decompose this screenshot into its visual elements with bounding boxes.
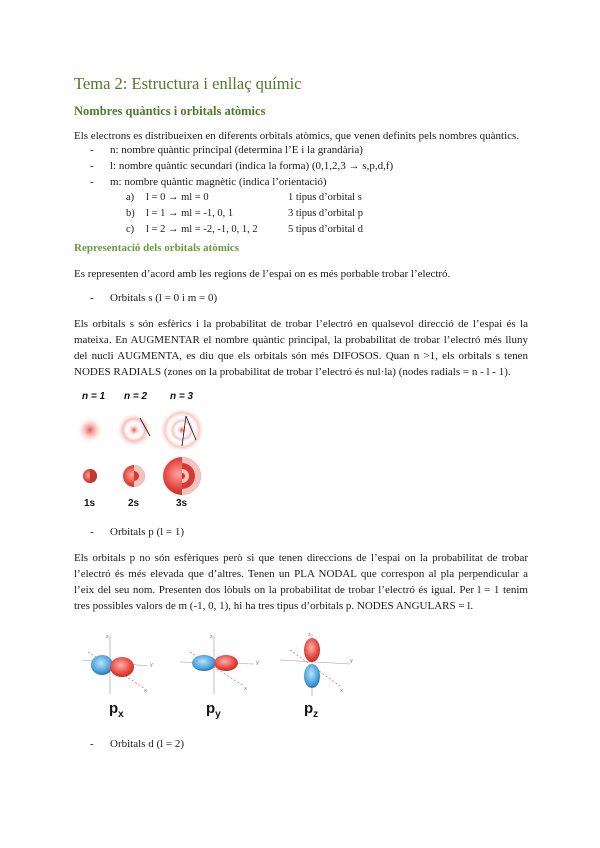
bullet-dash: -: [90, 526, 94, 538]
paragraph-line: l’electró és més elevada que d’altres. Tenen un PLA NODAL que correspon al pla perpendicular a: [74, 568, 528, 580]
pz-orbital: [280, 632, 353, 696]
paragraph-line: del nucli AUGMENTA, es diu que els orbitals són més DIFOSOS. Quan n >1, els orbitals s tenen: [74, 350, 528, 362]
orbital-d-item: Orbitals d (l = 2): [110, 738, 185, 750]
label-1s: 1s: [84, 498, 96, 509]
sublist-expression: l = 2 → ml = -2, -1, 0, 1, 2: [146, 224, 258, 235]
s-orbital-paragraph: [74, 316, 528, 380]
p-orbitals-drawing: [78, 630, 368, 700]
bullet-dash: -: [90, 160, 94, 172]
paragraph-line: l’eix del seu nom. Presenten dos lòbuls on la probabilitat de trobar l’electró és igual. Per l = 1 tenim: [74, 584, 528, 596]
page-title: Tema 2: Estructura i enllaç químic: [74, 74, 302, 93]
py-orbital: [180, 634, 259, 694]
representation-intro: Es representen d’acord amb les regions de l’espai on es més porbable trobar l’electró.: [74, 268, 451, 280]
svg-text:y: y: [150, 662, 153, 668]
sublist-letter: a): [126, 192, 135, 203]
section-heading-representation: Representació dels orbitals atòmics: [74, 242, 240, 254]
list-item: n: nombre quàntic principal (determina l’E i la grandària): [110, 144, 363, 156]
sublist-result: 5 tipus d’orbital d: [288, 224, 363, 235]
sublist-expression: l = 1 → ml = -1, 0, 1: [146, 208, 234, 219]
label-base: p: [206, 700, 216, 717]
n2-label: n = 2: [124, 391, 148, 402]
label-pz: [304, 700, 318, 720]
paragraph-line: Els orbitals p no són esfèriques però si que tenen direccions de l’espai on la probabilitat de trobar: [74, 552, 528, 564]
svg-text:z: z: [210, 634, 213, 640]
label-3s: 3s: [176, 498, 188, 509]
intro-paragraph: Els electrons es distribueixen en diferents orbitals atòmics, que venen definits pels nombres quàntics.: [74, 130, 520, 142]
sublist-result: 3 tipus d’orbital p: [288, 208, 363, 219]
label-px: [109, 700, 124, 720]
paragraph-line: NODES RADIALS (zones on la probabilitat de trobar l’electró és nul·la) (nodes radials = n - l - 1).: [74, 366, 511, 378]
svg-text:y: y: [256, 660, 259, 666]
bullet-dash: -: [90, 144, 94, 156]
section-heading-quantum-numbers: Nombres quàntics i orbitals atòmics: [74, 104, 266, 118]
paragraph-line: Els orbitals s són esfèrics i la probabilitat de trobar l’electró en qualsevol direcció de l’espai és la: [74, 318, 528, 330]
svg-text:x: x: [244, 686, 247, 692]
label-base: p: [109, 700, 119, 717]
svg-text:z: z: [106, 634, 109, 640]
label-subscript: x: [118, 709, 124, 720]
sublist-result: 1 tipus d’orbital s: [288, 192, 362, 203]
sphere-1s: [83, 469, 97, 483]
sublist-expression: l = 0 → ml = 0: [146, 192, 209, 203]
px-orbital: [82, 634, 153, 694]
sublist-letter: b): [126, 208, 135, 219]
sublist-letter: c): [126, 224, 135, 235]
p-orbitals-figure: [78, 630, 368, 722]
svg-text:z: z: [308, 632, 311, 638]
bullet-dash: -: [90, 292, 94, 304]
svg-text:x: x: [340, 688, 343, 694]
paragraph-line: tres possibles valors de m (-1, 0, 1), hi ha tres tipus d’orbitals p. NODES ANGULARS = l.: [74, 600, 474, 612]
paragraph-line: mateixa. En AUGMENTAR el nombre quàntic principal, la probabilitat de trobar l’electró més lluny: [74, 334, 528, 346]
label-py: [206, 700, 221, 720]
cloud-2s: [117, 413, 151, 447]
orbital-s-item: Orbitals s (l = 0 i m = 0): [110, 292, 218, 304]
sphere-3s: [163, 457, 201, 495]
list-item: l: nombre quàntic secundari (indica la forma) (0,1,2,3 → s,p,d,f): [110, 160, 394, 172]
bullet-dash: -: [90, 176, 94, 188]
bullet-dash: -: [90, 738, 94, 750]
orbital-p-item: Orbitals p (l = 1): [110, 526, 185, 538]
label-base: p: [304, 700, 314, 717]
label-2s: 2s: [128, 498, 140, 509]
n1-label: n = 1: [82, 391, 106, 402]
p-orbital-paragraph: [74, 550, 528, 614]
svg-text:y: y: [350, 658, 353, 664]
label-subscript: z: [313, 709, 319, 720]
cloud-1s: [77, 417, 103, 443]
svg-text:x: x: [144, 688, 147, 694]
list-item: m: nombre quàntic magnètic (indica l’orientació): [110, 176, 327, 188]
label-subscript: y: [215, 709, 221, 720]
s-orbitals-figure: [70, 388, 220, 518]
sphere-2s: [123, 465, 145, 487]
n3-label: n = 3: [170, 391, 194, 402]
